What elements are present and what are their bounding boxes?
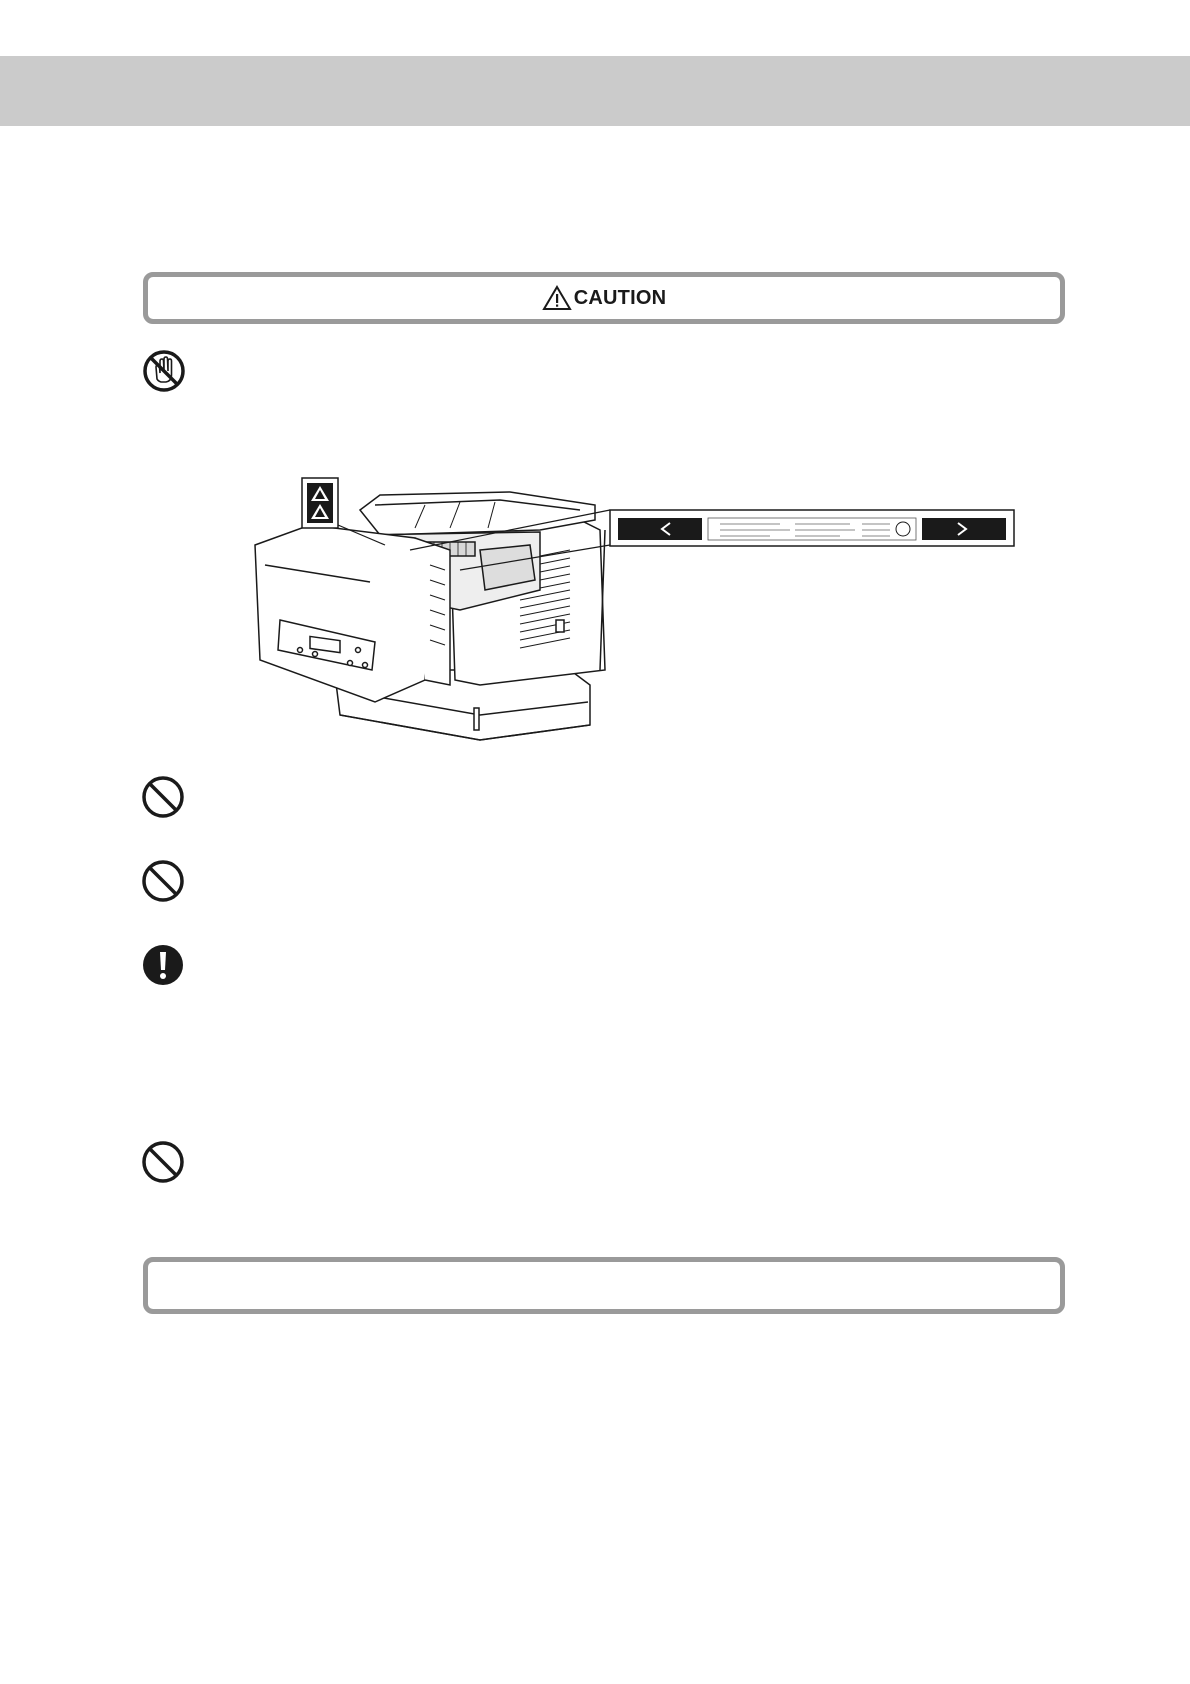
caution-label: CAUTION — [573, 286, 667, 309]
header-band — [0, 56, 1190, 126]
do-not-touch-icon — [142, 349, 186, 393]
section-banner — [143, 1257, 1065, 1314]
mandatory-icon — [141, 943, 185, 987]
warning-triangle-icon — [542, 285, 572, 311]
prohibited-icon — [141, 775, 185, 819]
caution-banner — [143, 272, 1065, 324]
prohibited-icon — [141, 859, 185, 903]
printer-illustration — [250, 470, 1020, 750]
prohibited-icon — [141, 1140, 185, 1184]
